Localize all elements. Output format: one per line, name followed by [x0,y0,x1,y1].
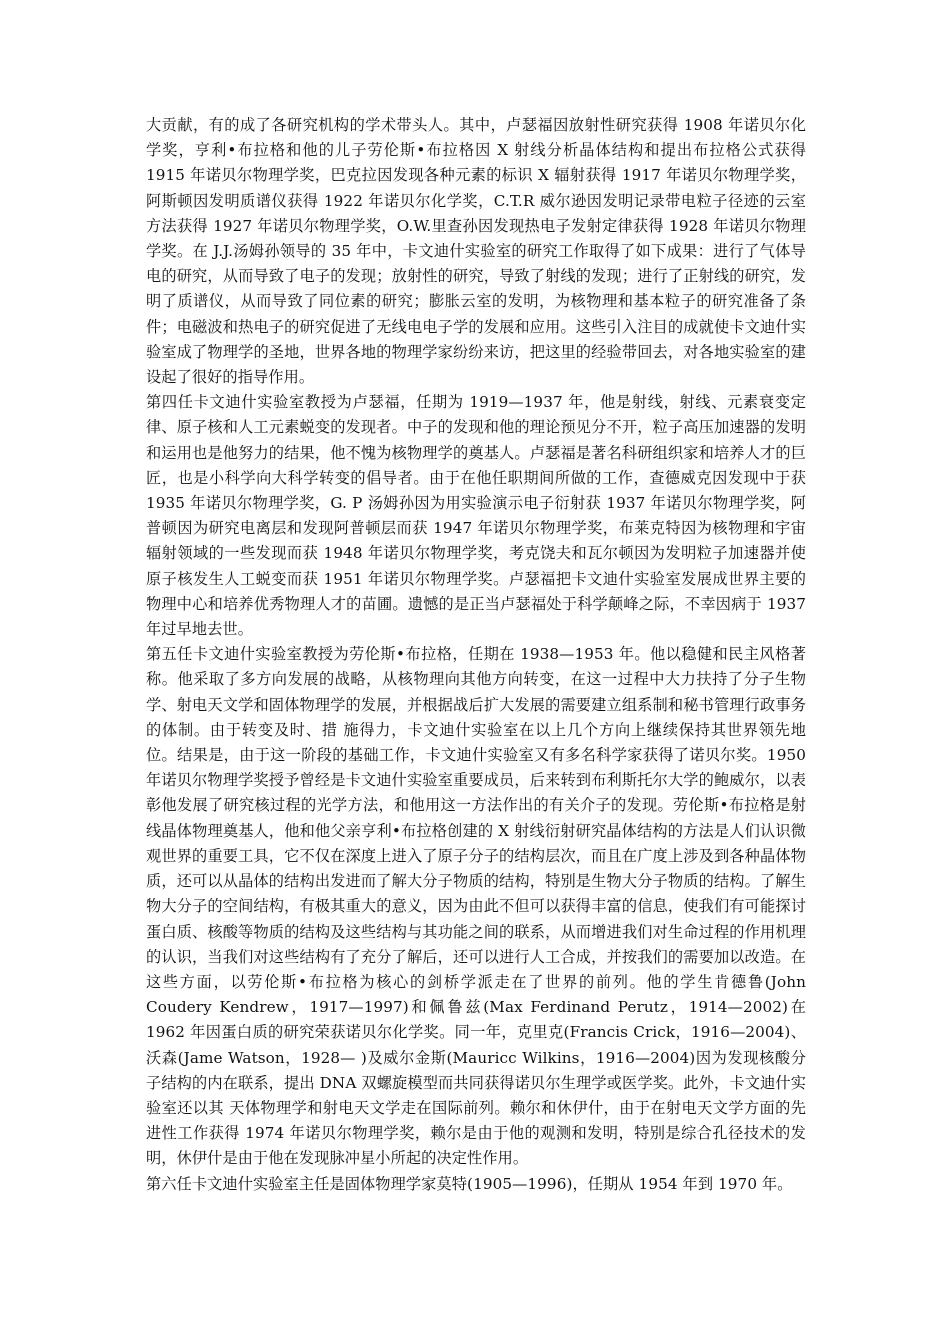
paragraph-3: 第五任卡文迪什实验室教授为劳伦斯•布拉格，任期在 1938—1953 年。他以稳健和民主风格著称。他采取了多方向发展的战略，从核物理向其他方向转变，在这一过程中大力扶持了分子生物学、射电天文学和固体物理学的发展，并根据战后扩大发展的需要建立组系制和秘书管理行政事务的体制。由于转变及时、措 施得力，卡文迪什实验室在以上几个方向上继续保持其世界领先地位。结果是，由于这一阶段的基础工作，卡文迪什实验室又有多名科学家获得了诺贝尔奖。1950 年诺贝尔物理学奖授予曾经是卡文迪什实验室重要成员，后来转到布利斯托尔大学的鲍威尔，以表彰他发展了研究核过程的光学方法，和他用这一方法作出的有关介子的发现。劳伦斯•布拉格是射线晶体物理奠基人，他和他父亲亨利•布拉格创建的 X 射线衍射研究晶体结构的方法是人们认识微观世界的重要工具，它不仅在深度上进入了原子分子的结构层次，而且在广度上涉及到各种晶体物质，还可以从晶体的结构出发进而了解大分子物质的结构，特别是生物大分子物质的结构。了解生物大分子的空间结构，有极其重大的意义，因为由此不但可以获得丰富的信息，使我们有可能探讨蛋白质、核酸等物质的结构及这些结构与其功能之间的联系，从而增进我们对生命过程的作用机理的认识，当我们对这些结构有了充分了解后，还可以进行人工合成，并按我们的需要加以改造。在这些方面，以劳伦斯•布拉格为核心的剑桥学派走在了世界的前列。他的学生肯德鲁(John Coudery Kendrew，1917—1997)和佩鲁兹(Max Ferdinand Perutz，1914—2002)在 1962 年因蛋白质的研究荣获诺贝尔化学奖。同一年，克里克(Francis Crick，1916—2004)、沃森(Jame Watson，1928— )及威尔金斯(Mauricc Wilkins，1916—2004)因为发现核酸分子结构的内在联系，提出 DNA 双螺旋模型而共同获得诺贝尔生理学或医学奖。此外，卡文迪什实验室还以其 天体物理学和射电天文学走在国际前列。赖尔和休伊什，由于在射电天文学方面的先进性工作获得 1974 年诺贝尔物理学奖，赖尔是由于他的观测和发明，特别是综合孔径技术的发明，休伊什是由于他在发现脉冲星小所起的决定性作用。 [146,645,806,1168]
document-body [146,113,806,1197]
paragraph-2: 第四任卡文迪什实验室教授为卢瑟福，任期为 1919—1937 年，他是射线，射线、元素衰变定律、原子核和人工元素蜕变的发现者。中子的发现和他的理论预见分不开，粒子高压加速器的发明和运用也是他努力的结果，他不愧为核物理学的奠基人。卢瑟福是著名科研组织家和培养人才的巨匠，也是小科学向大科学转变的倡导者。由于在他任职期间所做的工作，查德威克因发现中于获 1935 年诺贝尔物理学奖，G. P 汤姆孙因为用实验演示电子衍射获 1937 年诺贝尔物理学奖，阿普顿因为研究电离层和发现阿普顿层而获 1947 年诺贝尔物理学奖，布莱克特因为核物理和宇宙辐射领域的一些发现而获 1948 年诺贝尔物理学奖，考克饶夫和瓦尔顿因为发明粒子加速器并使原子核发生人工蜕变而获 1951 年诺贝尔物理学奖。卢瑟福把卡文迪什实验室发展成世界主要的物理中心和培养优秀物理人才的苗圃。遗憾的是正当卢瑟福处于科学颠峰之际，不幸因病于 1937 年过早地去世。 [146,393,806,639]
paragraph-4: 第六任卡文迪什实验室主任是固体物理学家莫特(1905—1996)，任期从 1954 年到 1970 年。 [146,1174,793,1193]
paragraph-1: 大贡献，有的成了各研究机构的学术带头人。其中，卢瑟福因放射性研究获得 1908 年诺贝尔化学奖，亨利•布拉格和他的儿子劳伦斯•布拉格因 X 射线分析晶体结构和提出布拉格公式获得 1915 年诺贝尔物理学奖，巴克拉因发现各种元素的标识 X 辐射获得 1917 年诺贝尔物理学奖，阿斯顿因发明质谱仪获得 1922 年诺贝尔化学奖，C.T.R 威尔逊因发明记录带电粒子径迹的云室方法获得 1927 年诺贝尔物理学奖，O.W.里查孙因发现热电子发射定律获得 1928 年诺贝尔物理学奖。在 J.J.汤姆孙领导的 35 年中，卡文迪什实验室的研究工作取得了如下成果：进行了气体导电的研究，从而导致了电子的发现；放射性的研究，导致了射线的发现；进行了正射线的研究，发明了质谱仪，从而导致了同位素的研究；膨胀云室的发明，为核物理和基本粒子的研究准备了条件；电磁波和热电子的研究促进了无线电电子学的发展和应用。这些引入注目的成就使卡文迪什实验室成了物理学的圣地，世界各地的物理学家纷纷来访，把这里的经验带回去，对各地实验室的建设起了很好的指导作用。 [146,116,806,387]
